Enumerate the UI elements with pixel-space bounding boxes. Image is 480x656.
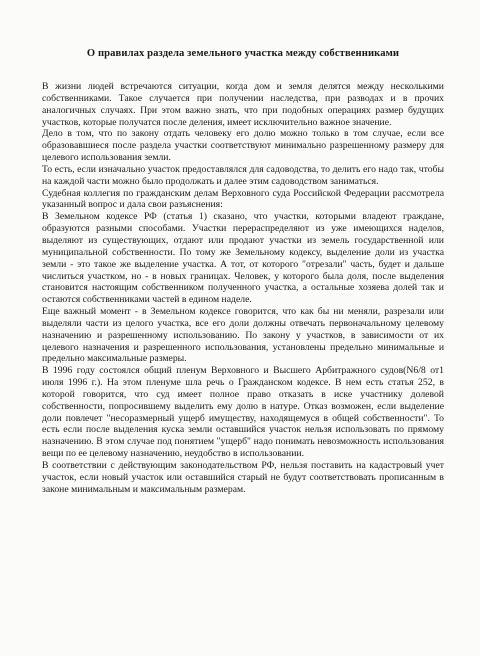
paragraph-intro: В жизни людей встречаются ситуации, когда дом и земля делятся между несколькими собственниками. Такое случается при получении наследства, при разводах и в прочих аналогичных случаях. При этом важно знать, что при подобных операциях размер будущих участков, которые получатся после деления, имеет исключительно важное значение. xyxy=(42,81,444,128)
paragraph-law-rule: Дело в том, что по закону отдать человеку его долю можно только в том случае, если все образовавшиеся после раздела участки соответствуют минимально разрешенному размеру для целевого использования земли. xyxy=(42,128,444,164)
paragraph-gardening-example: То есть, если изначально участок предоставлялся для садоводства, то делить его надо так, чтобы на каждой части можно было продолжать и далее этим садоводством заниматься. xyxy=(42,163,444,187)
paragraph-target-purpose: Еще важный момент - в Земельном кодексе говорится, что как бы ни меняли, разрезали или выделяли части из целого участка, все его доли должны отвечать первоначальному целевому назначению и разрешенному использованию. По закону у участков, в зависимости от их целевого назначения и разрешенного использования, установлены предельно минимальные и предельно максимальные размеры. xyxy=(42,306,444,365)
paragraph-cadastral-registration: В соответствии с действующим законодательством РФ, нельзя поставить на кадастровый учет участок, если новый участок или оставшийся старый не будут соответствовать прописанным в законе минимальным и максимальным размерам. xyxy=(42,460,444,495)
paragraph-plenum-1996: В 1996 году состоялся общий пленум Верховного и Высшего Арбитражного судов(N6/8 от1 июля 1996 г.). На этом пленуме шла речь о Гражданском кодексе. В нем есть статья 252, в которой говорится, что суд имеет полное право отказать в иске участнику долевой собственности, попросившему выделить ему долю в натуре. Отказ возможен, если выделение доли повлечет "несоразмерный ущерб имуществу, находящемуся в общей собственности". То есть если после выделения куска земли оставшийся участок нельзя использовать по прямому назначению. В этом случае под понятием "ущерб" надо понимать невозможность использования вещи по ее целевому назначению, неудобство в использовании. xyxy=(42,365,444,460)
document-title: О правилах раздела земельного участка между собственниками xyxy=(86,48,400,59)
document-body xyxy=(42,81,444,496)
paragraph-land-code-article-1: В Земельном кодексе РФ (статья 1) сказано, что участки, которыми владеют граждане, образуются разными способами. Участки перераспределяют из уже имеющихся наделов, выделяют из существующих, отдают или продают участки из земель государственной или муниципальной собственности. По тому же Земельному кодексу, выделение доли из участка земли - это такое же выделение участка. А тот, от которого "отрезали" часть, будет и дальше числиться участком, но - в новых границах. Человек, у которого была доля, после выделения становится настоящим собственником полученного участка, а остальные хозяева долей так и остаются собственниками частей в едином наделе. xyxy=(42,211,444,306)
paragraph-supreme-court: Судебная коллегия по гражданским делам Верховного суда Российской Федерации рассмотрела указанный вопрос и дала свои разъяснения: xyxy=(42,187,444,211)
